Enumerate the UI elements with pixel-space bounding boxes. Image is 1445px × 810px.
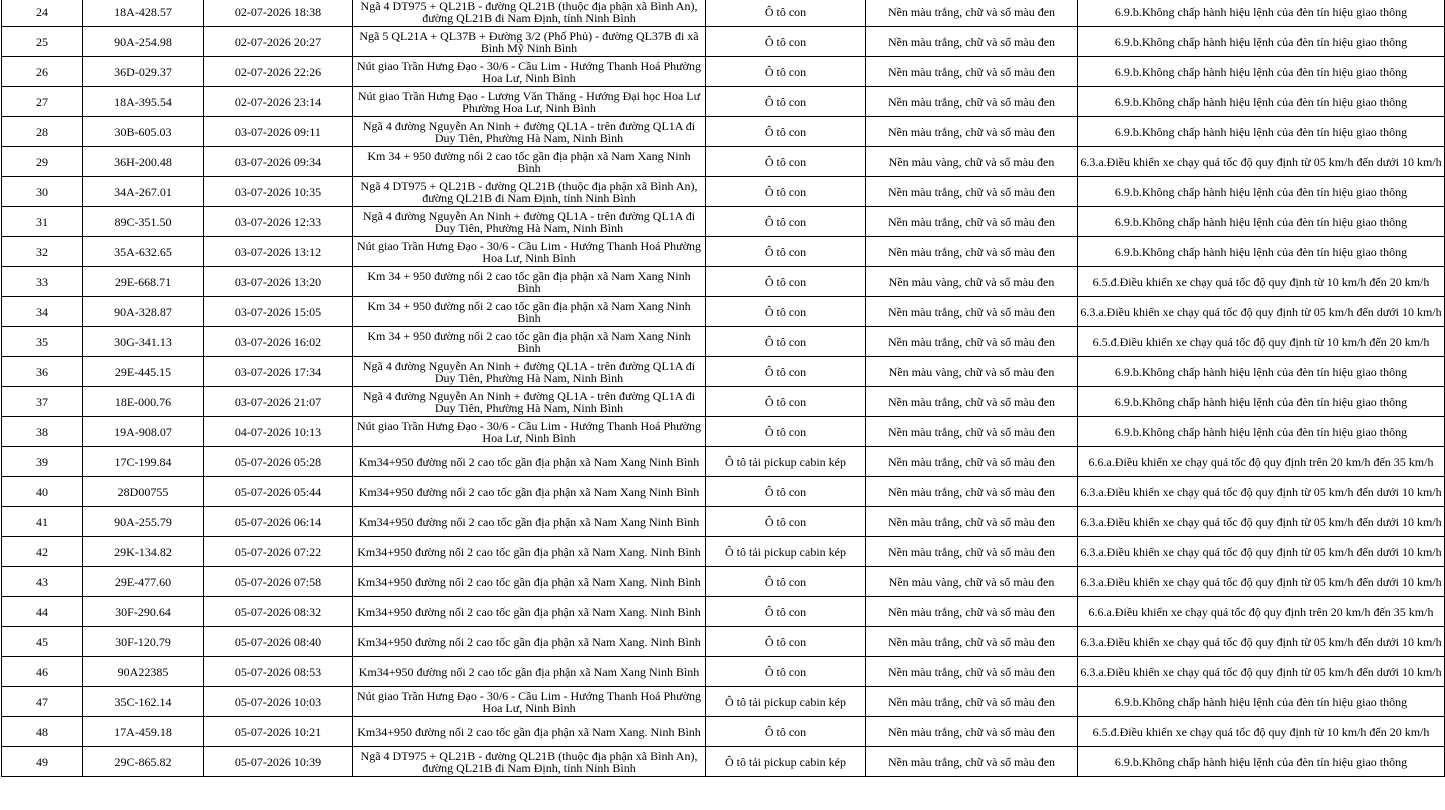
plate-color-cell: Nền màu vàng, chữ và số màu đen — [866, 357, 1078, 387]
table-row — [2, 87, 1445, 117]
plate-color-cell: Nền màu trắng, chữ và số màu đen — [866, 627, 1078, 657]
vehicle-type-cell: Ô tô tải pickup cabin kép — [706, 747, 866, 777]
vehicle-type-cell: Ô tô con — [706, 87, 866, 117]
plate-color-cell: Nền màu trắng, chữ và số màu đen — [866, 237, 1078, 267]
violation-location-cell: Nút giao Trần Hưng Đạo - 30/6 - Cầu Lim - Hướng Thanh Hoá Phường Hoa Lư, Ninh Bình — [353, 237, 706, 267]
violation-time-cell: 05-07-2026 08:53 — [204, 657, 353, 687]
plate-color-cell: Nền màu trắng, chữ và số màu đen — [866, 417, 1078, 447]
table-row — [2, 117, 1445, 147]
license-plate-cell: 29K-134.82 — [83, 537, 204, 567]
violation-description-cell: 6.9.b.Không chấp hành hiệu lệnh của đèn tín hiệu giao thông — [1078, 237, 1445, 267]
violation-location-cell: Ngã 5 QL21A + QL37B + Đường 3/2 (Phố Phủ) - đường QL37B đi xã Bình Mỹ Ninh Bình — [353, 27, 706, 57]
license-plate-cell: 18A-428.57 — [83, 0, 204, 27]
violation-time-cell: 05-07-2026 10:21 — [204, 717, 353, 747]
violation-time-cell: 05-07-2026 08:32 — [204, 597, 353, 627]
violation-location-cell: Nút giao Trần Hưng Đạo - 30/6 - Cầu Lim - Hướng Thanh Hoá Phường Hoa Lư, Ninh Bình — [353, 417, 706, 447]
violation-location-cell: Nút giao Trần Hưng Đạo - Lương Văn Thăng - Hướng Đại học Hoa Lư Phường Hoa Lư, Ninh Bình — [353, 87, 706, 117]
table-row — [2, 357, 1445, 387]
violation-location-cell: Ngã 4 DT975 + QL21B - đường QL21B (thuộc địa phận xã Bình An), đường QL21B đi Nam Định, tỉnh Ninh Bình — [353, 747, 706, 777]
violation-time-cell: 05-07-2026 07:58 — [204, 567, 353, 597]
row-number-cell: 24 — [2, 0, 83, 27]
license-plate-cell: 18E-000.76 — [83, 387, 204, 417]
vehicle-type-cell: Ô tô con — [706, 237, 866, 267]
row-number-cell: 25 — [2, 27, 83, 57]
row-number-cell: 42 — [2, 537, 83, 567]
violation-location-cell: Km 34 + 950 đường nối 2 cao tốc gần địa phận xã Nam Xang Ninh Bình — [353, 147, 706, 177]
license-plate-cell: 90A-254.98 — [83, 27, 204, 57]
vehicle-type-cell: Ô tô tải pickup cabin kép — [706, 447, 866, 477]
plate-color-cell: Nền màu trắng, chữ và số màu đen — [866, 87, 1078, 117]
plate-color-cell: Nền màu trắng, chữ và số màu đen — [866, 27, 1078, 57]
violation-location-cell: Km34+950 đường nối 2 cao tốc gần địa phận xã Nam Xang Ninh Bình — [353, 507, 706, 537]
license-plate-cell: 30B-605.03 — [83, 117, 204, 147]
table-row — [2, 327, 1445, 357]
violation-description-cell: 6.9.b.Không chấp hành hiệu lệnh của đèn tín hiệu giao thông — [1078, 417, 1445, 447]
row-number-cell: 49 — [2, 747, 83, 777]
plate-color-cell: Nền màu trắng, chữ và số màu đen — [866, 387, 1078, 417]
table-row — [2, 237, 1445, 267]
violation-location-cell: Ngã 4 đường Nguyễn An Ninh + đường QL1A - trên đường QL1A đi Duy Tiên, Phường Hà Nam, Ninh Bình — [353, 387, 706, 417]
row-number-cell: 28 — [2, 117, 83, 147]
table-row — [2, 447, 1445, 477]
vehicle-type-cell: Ô tô con — [706, 477, 866, 507]
violation-description-cell: 6.9.b.Không chấp hành hiệu lệnh của đèn tín hiệu giao thông — [1078, 27, 1445, 57]
row-number-cell: 31 — [2, 207, 83, 237]
violation-description-cell: 6.9.b.Không chấp hành hiệu lệnh của đèn tín hiệu giao thông — [1078, 177, 1445, 207]
plate-color-cell: Nền màu trắng, chữ và số màu đen — [866, 717, 1078, 747]
table-body — [2, 0, 1445, 777]
table-row — [2, 387, 1445, 417]
license-plate-cell: 89C-351.50 — [83, 207, 204, 237]
violation-time-cell: 03-07-2026 10:35 — [204, 177, 353, 207]
plate-color-cell: Nền màu trắng, chữ và số màu đen — [866, 327, 1078, 357]
violation-location-cell: Ngã 4 DT975 + QL21B - đường QL21B (thuộc địa phận xã Bình An), đường QL21B đi Nam Định, tỉnh Ninh Bình — [353, 0, 706, 27]
table-row — [2, 417, 1445, 447]
row-number-cell: 38 — [2, 417, 83, 447]
violation-time-cell: 03-07-2026 09:34 — [204, 147, 353, 177]
violation-time-cell: 02-07-2026 20:27 — [204, 27, 353, 57]
license-plate-cell: 30F-290.64 — [83, 597, 204, 627]
table-row — [2, 627, 1445, 657]
license-plate-cell: 90A-328.87 — [83, 297, 204, 327]
vehicle-type-cell: Ô tô con — [706, 117, 866, 147]
license-plate-cell: 29E-445.15 — [83, 357, 204, 387]
vehicle-type-cell: Ô tô con — [706, 357, 866, 387]
plate-color-cell: Nền màu trắng, chữ và số màu đen — [866, 57, 1078, 87]
vehicle-type-cell: Ô tô con — [706, 627, 866, 657]
vehicle-type-cell: Ô tô con — [706, 267, 866, 297]
license-plate-cell: 18A-395.54 — [83, 87, 204, 117]
violation-location-cell: Km34+950 đường nối 2 cao tốc gần địa phận xã Nam Xang. Ninh Bình — [353, 567, 706, 597]
violation-description-cell: 6.9.b.Không chấp hành hiệu lệnh của đèn tín hiệu giao thông — [1078, 57, 1445, 87]
violation-description-cell: 6.3.a.Điều khiển xe chạy quá tốc độ quy định từ 05 km/h đến dưới 10 km/h — [1078, 507, 1445, 537]
violation-time-cell: 02-07-2026 22:26 — [204, 57, 353, 87]
table-row — [2, 597, 1445, 627]
license-plate-cell: 90A22385 — [83, 657, 204, 687]
violation-time-cell: 05-07-2026 05:44 — [204, 477, 353, 507]
violation-location-cell: Km 34 + 950 đường nối 2 cao tốc gần địa phận xã Nam Xang Ninh Bình — [353, 297, 706, 327]
row-number-cell: 35 — [2, 327, 83, 357]
violation-description-cell: 6.6.a.Điều khiển xe chạy quá tốc độ quy định trên 20 km/h đến 35 km/h — [1078, 597, 1445, 627]
plate-color-cell: Nền màu trắng, chữ và số màu đen — [866, 477, 1078, 507]
violation-location-cell: Km34+950 đường nối 2 cao tốc gần địa phận xã Nam Xang. Ninh Bình — [353, 627, 706, 657]
license-plate-cell: 36H-200.48 — [83, 147, 204, 177]
table-row — [2, 177, 1445, 207]
vehicle-type-cell: Ô tô con — [706, 597, 866, 627]
row-number-cell: 41 — [2, 507, 83, 537]
violation-time-cell: 03-07-2026 17:34 — [204, 357, 353, 387]
row-number-cell: 33 — [2, 267, 83, 297]
license-plate-cell: 90A-255.79 — [83, 507, 204, 537]
license-plate-cell: 19A-908.07 — [83, 417, 204, 447]
row-number-cell: 45 — [2, 627, 83, 657]
violation-description-cell: 6.3.a.Điều khiển xe chạy quá tốc độ quy định từ 05 km/h đến dưới 10 km/h — [1078, 627, 1445, 657]
violation-description-cell: 6.5.đ.Điều khiển xe chạy quá tốc độ quy định từ 10 km/h đến 20 km/h — [1078, 327, 1445, 357]
table-row — [2, 27, 1445, 57]
vehicle-type-cell: Ô tô con — [706, 417, 866, 447]
vehicle-type-cell: Ô tô con — [706, 567, 866, 597]
license-plate-cell: 35C-162.14 — [83, 687, 204, 717]
violation-location-cell: Km34+950 đường nối 2 cao tốc gần địa phận xã Nam Xang. Ninh Bình — [353, 537, 706, 567]
violation-time-cell: 05-07-2026 06:14 — [204, 507, 353, 537]
plate-color-cell: Nền màu trắng, chữ và số màu đen — [866, 507, 1078, 537]
violation-location-cell: Ngã 4 đường Nguyễn An Ninh + đường QL1A - trên đường QL1A đi Duy Tiên, Phường Hà Nam, Ninh Bình — [353, 117, 706, 147]
vehicle-type-cell: Ô tô con — [706, 717, 866, 747]
violation-description-cell: 6.9.b.Không chấp hành hiệu lệnh của đèn tín hiệu giao thông — [1078, 687, 1445, 717]
violation-location-cell: Km 34 + 950 đường nối 2 cao tốc gần địa phận xã Nam Xang Ninh Bình — [353, 267, 706, 297]
row-number-cell: 29 — [2, 147, 83, 177]
vehicle-type-cell: Ô tô con — [706, 177, 866, 207]
table-row — [2, 507, 1445, 537]
vehicle-type-cell: Ô tô con — [706, 387, 866, 417]
license-plate-cell: 17A-459.18 — [83, 717, 204, 747]
violation-description-cell: 6.9.b.Không chấp hành hiệu lệnh của đèn tín hiệu giao thông — [1078, 207, 1445, 237]
violation-location-cell: Km34+950 đường nối 2 cao tốc gần địa phận xã Nam Xang. Ninh Bình — [353, 597, 706, 627]
plate-color-cell: Nền màu vàng, chữ và số màu đen — [866, 567, 1078, 597]
license-plate-cell: 28D00755 — [83, 477, 204, 507]
violation-description-cell: 6.3.a.Điều khiển xe chạy quá tốc độ quy định từ 05 km/h đến dưới 10 km/h — [1078, 567, 1445, 597]
plate-color-cell: Nền màu trắng, chữ và số màu đen — [866, 597, 1078, 627]
table-row — [2, 297, 1445, 327]
violation-description-cell: 6.9.b.Không chấp hành hiệu lệnh của đèn tín hiệu giao thông — [1078, 117, 1445, 147]
vehicle-type-cell: Ô tô con — [706, 57, 866, 87]
violation-description-cell: 6.5.đ.Điều khiển xe chạy quá tốc độ quy định từ 10 km/h đến 20 km/h — [1078, 717, 1445, 747]
table-row — [2, 747, 1445, 777]
violation-location-cell: Km34+950 đường nối 2 cao tốc gần địa phận xã Nam Xang. Ninh Bình — [353, 717, 706, 747]
violation-description-cell: 6.9.b.Không chấp hành hiệu lệnh của đèn tín hiệu giao thông — [1078, 387, 1445, 417]
row-number-cell: 30 — [2, 177, 83, 207]
plate-color-cell: Nền màu trắng, chữ và số màu đen — [866, 447, 1078, 477]
row-number-cell: 36 — [2, 357, 83, 387]
violation-time-cell: 05-07-2026 08:40 — [204, 627, 353, 657]
license-plate-cell: 29C-865.82 — [83, 747, 204, 777]
table-row — [2, 267, 1445, 297]
vehicle-type-cell: Ô tô con — [706, 27, 866, 57]
table-row — [2, 0, 1445, 27]
violation-time-cell: 03-07-2026 21:07 — [204, 387, 353, 417]
violation-time-cell: 05-07-2026 07:22 — [204, 537, 353, 567]
violation-time-cell: 05-07-2026 10:03 — [204, 687, 353, 717]
violation-location-cell: Km34+950 đường nối 2 cao tốc gần địa phận xã Nam Xang Ninh Bình — [353, 447, 706, 477]
license-plate-cell: 17C-199.84 — [83, 447, 204, 477]
plate-color-cell: Nền màu trắng, chữ và số màu đen — [866, 747, 1078, 777]
violation-location-cell: Nút giao Trần Hưng Đạo - 30/6 - Cầu Lim - Hướng Thanh Hoá Phường Hoa Lư, Ninh Bình — [353, 687, 706, 717]
table-row — [2, 477, 1445, 507]
table-row — [2, 147, 1445, 177]
violation-location-cell: Ngã 4 DT975 + QL21B - đường QL21B (thuộc địa phận xã Bình An), đường QL21B đi Nam Định, tỉnh Ninh Bình — [353, 177, 706, 207]
violation-description-cell: 6.3.a.Điều khiển xe chạy quá tốc độ quy định từ 05 km/h đến dưới 10 km/h — [1078, 477, 1445, 507]
violation-time-cell: 02-07-2026 18:38 — [204, 0, 353, 27]
violation-time-cell: 03-07-2026 13:12 — [204, 237, 353, 267]
violation-location-cell: Nút giao Trần Hưng Đạo - 30/6 - Cầu Lim - Hướng Thanh Hoá Phường Hoa Lư, Ninh Bình — [353, 57, 706, 87]
violation-description-cell: 6.6.a.Điều khiển xe chạy quá tốc độ quy định trên 20 km/h đến 35 km/h — [1078, 447, 1445, 477]
table-row — [2, 717, 1445, 747]
table-row — [2, 537, 1445, 567]
plate-color-cell: Nền màu trắng, chữ và số màu đen — [866, 537, 1078, 567]
license-plate-cell: 34A-267.01 — [83, 177, 204, 207]
table-row — [2, 207, 1445, 237]
violation-location-cell: Km 34 + 950 đường nối 2 cao tốc gần địa phận xã Nam Xang Ninh Bình — [353, 327, 706, 357]
license-plate-cell: 29E-477.60 — [83, 567, 204, 597]
plate-color-cell: Nền màu trắng, chữ và số màu đen — [866, 0, 1078, 27]
row-number-cell: 27 — [2, 87, 83, 117]
violation-description-cell: 6.5.đ.Điều khiển xe chạy quá tốc độ quy định từ 10 km/h đến 20 km/h — [1078, 267, 1445, 297]
license-plate-cell: 30G-341.13 — [83, 327, 204, 357]
plate-color-cell: Nền màu vàng, chữ và số màu đen — [866, 267, 1078, 297]
vehicle-type-cell: Ô tô con — [706, 507, 866, 537]
violation-time-cell: 05-07-2026 10:39 — [204, 747, 353, 777]
row-number-cell: 37 — [2, 387, 83, 417]
row-number-cell: 26 — [2, 57, 83, 87]
vehicle-type-cell: Ô tô con — [706, 657, 866, 687]
row-number-cell: 39 — [2, 447, 83, 477]
violation-time-cell: 03-07-2026 15:05 — [204, 297, 353, 327]
vehicle-type-cell: Ô tô tải pickup cabin kép — [706, 537, 866, 567]
violation-time-cell: 03-07-2026 09:11 — [204, 117, 353, 147]
license-plate-cell: 36D-029.37 — [83, 57, 204, 87]
plate-color-cell: Nền màu trắng, chữ và số màu đen — [866, 687, 1078, 717]
plate-color-cell: Nền màu trắng, chữ và số màu đen — [866, 207, 1078, 237]
vehicle-type-cell: Ô tô tải pickup cabin kép — [706, 687, 866, 717]
vehicle-type-cell: Ô tô con — [706, 147, 866, 177]
plate-color-cell: Nền màu trắng, chữ và số màu đen — [866, 177, 1078, 207]
row-number-cell: 46 — [2, 657, 83, 687]
violation-time-cell: 03-07-2026 16:02 — [204, 327, 353, 357]
license-plate-cell: 35A-632.65 — [83, 237, 204, 267]
violation-time-cell: 02-07-2026 23:14 — [204, 87, 353, 117]
row-number-cell: 40 — [2, 477, 83, 507]
row-number-cell: 48 — [2, 717, 83, 747]
violation-time-cell: 04-07-2026 10:13 — [204, 417, 353, 447]
violation-description-cell: 6.3.a.Điều khiển xe chạy quá tốc độ quy định từ 05 km/h đến dưới 10 km/h — [1078, 657, 1445, 687]
violation-location-cell: Ngã 4 đường Nguyễn An Ninh + đường QL1A - trên đường QL1A đi Duy Tiên, Phường Hà Nam, Ninh Bình — [353, 207, 706, 237]
plate-color-cell: Nền màu vàng, chữ và số màu đen — [866, 147, 1078, 177]
row-number-cell: 43 — [2, 567, 83, 597]
plate-color-cell: Nền màu trắng, chữ và số màu đen — [866, 117, 1078, 147]
vehicle-type-cell: Ô tô con — [706, 207, 866, 237]
violation-description-cell: 6.9.b.Không chấp hành hiệu lệnh của đèn tín hiệu giao thông — [1078, 87, 1445, 117]
violation-description-cell: 6.9.b.Không chấp hành hiệu lệnh của đèn tín hiệu giao thông — [1078, 357, 1445, 387]
table-row — [2, 567, 1445, 597]
violation-location-cell: Km34+950 đường nối 2 cao tốc gần địa phận xã Nam Xang Ninh Bình — [353, 477, 706, 507]
table-row — [2, 687, 1445, 717]
vehicle-type-cell: Ô tô con — [706, 297, 866, 327]
violation-description-cell: 6.3.a.Điều khiển xe chạy quá tốc độ quy định từ 05 km/h đến dưới 10 km/h — [1078, 147, 1445, 177]
violation-location-cell: Ngã 4 đường Nguyễn An Ninh + đường QL1A - trên đường QL1A đi Duy Tiên, Phường Hà Nam, Ninh Bình — [353, 357, 706, 387]
plate-color-cell: Nền màu trắng, chữ và số màu đen — [866, 657, 1078, 687]
violation-location-cell: Km34+950 đường nối 2 cao tốc gần địa phận xã Nam Xang Ninh Bình — [353, 657, 706, 687]
violation-time-cell: 05-07-2026 05:28 — [204, 447, 353, 477]
row-number-cell: 44 — [2, 597, 83, 627]
table-row — [2, 657, 1445, 687]
violations-table — [1, 0, 1445, 777]
row-number-cell: 47 — [2, 687, 83, 717]
violation-description-cell: 6.3.a.Điều khiển xe chạy quá tốc độ quy định từ 05 km/h đến dưới 10 km/h — [1078, 297, 1445, 327]
violation-time-cell: 03-07-2026 12:33 — [204, 207, 353, 237]
row-number-cell: 34 — [2, 297, 83, 327]
violation-description-cell: 6.9.b.Không chấp hành hiệu lệnh của đèn tín hiệu giao thông — [1078, 747, 1445, 777]
license-plate-cell: 30F-120.79 — [83, 627, 204, 657]
violation-time-cell: 03-07-2026 13:20 — [204, 267, 353, 297]
plate-color-cell: Nền màu trắng, chữ và số màu đen — [866, 297, 1078, 327]
table-row — [2, 57, 1445, 87]
vehicle-type-cell: Ô tô con — [706, 0, 866, 27]
license-plate-cell: 29E-668.71 — [83, 267, 204, 297]
row-number-cell: 32 — [2, 237, 83, 267]
vehicle-type-cell: Ô tô con — [706, 327, 866, 357]
violation-description-cell: 6.3.a.Điều khiển xe chạy quá tốc độ quy định từ 05 km/h đến dưới 10 km/h — [1078, 537, 1445, 567]
violation-description-cell: 6.9.b.Không chấp hành hiệu lệnh của đèn tín hiệu giao thông — [1078, 0, 1445, 27]
